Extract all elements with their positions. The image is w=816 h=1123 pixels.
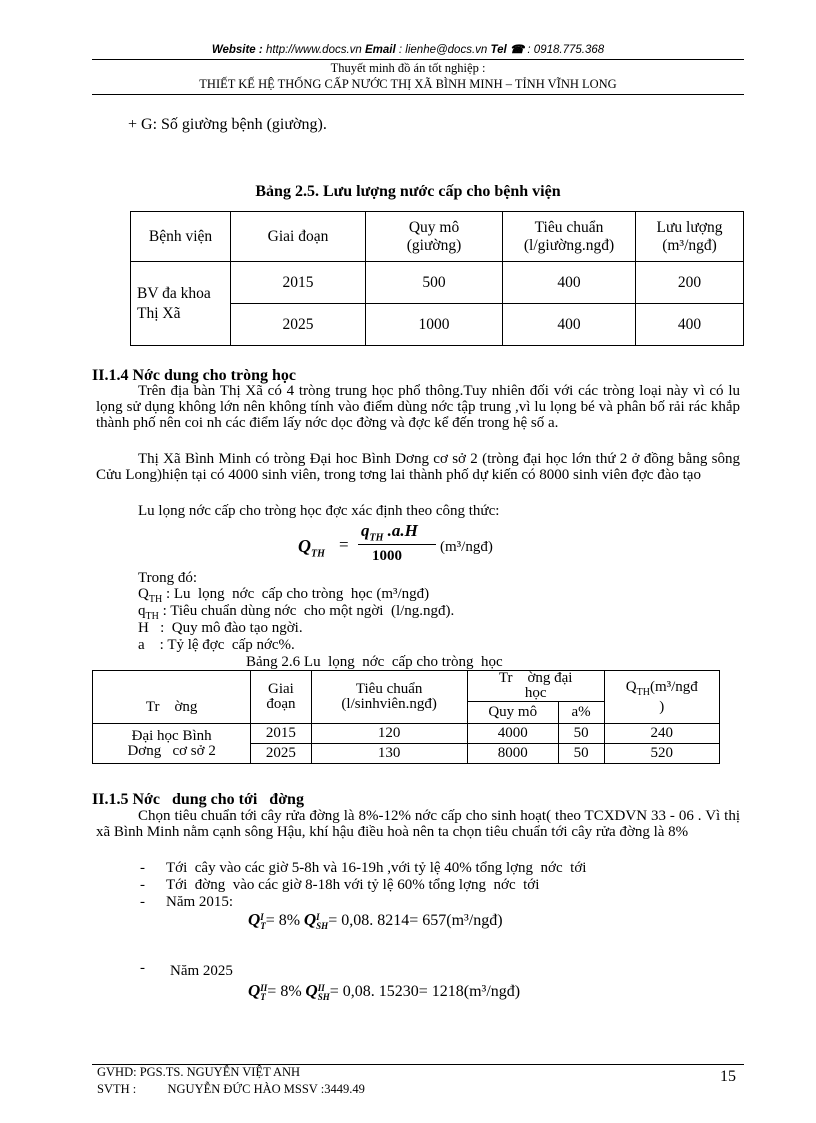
header-divider (92, 59, 744, 60)
t1-cell: 1000 (366, 304, 503, 346)
t2-cell: 240 (604, 724, 719, 744)
def-qth: $Q_{TH}$ : Lu lọng nớc cấp cho tròng học (m³/ngđ) (138, 586, 430, 605)
t2-cell: 4000 (467, 724, 558, 744)
t1-header-flow: Lưu lượng (m³/ngđ) (636, 212, 744, 262)
hospital-table (130, 211, 744, 346)
t1-cell: 400 (636, 304, 744, 346)
website-url[interactable]: http://www.docs.vn (265, 44, 362, 56)
t2-header-period: Giai đoạn (251, 671, 311, 724)
t1-cell: 400 (503, 304, 636, 346)
t1-cell: 500 (366, 262, 503, 304)
def-h: H : Quy mô đào tạo ngời. (138, 620, 303, 636)
t2-cell: 8000 (467, 744, 558, 764)
t1-header-standard: Tiêu chuẩn (l/giường.ngđ) (503, 212, 636, 262)
section-215-heading: II.1.5 Nớc dung cho tới đờng (92, 791, 304, 808)
section-214-p3: Lu lọng nớc cấp cho tròng học đợc xác định theo công thức: (138, 503, 500, 519)
formula-numerator: $q_{TH}$ .a.H (361, 521, 418, 544)
formula-unit: (m³/ngđ) (440, 539, 493, 555)
year-2025-label: Năm 2025 (170, 963, 233, 979)
bullet-dash: - (140, 960, 145, 976)
website-label: Website : (211, 44, 263, 56)
t2-cell: 2015 (251, 724, 311, 744)
def-qth-small: $q_{TH}$ : Tiêu chuẩn dùng nớc cho một ngời (l/ng.ngđ). (138, 603, 455, 622)
t2-cell: 520 (604, 744, 719, 764)
website-header (0, 42, 816, 56)
t2-cell: 130 (311, 744, 467, 764)
page-number: 15 (720, 1068, 736, 1085)
t1-cell: 400 (503, 262, 636, 304)
t1-header-period: Giai đoạn (231, 212, 366, 262)
t2-header-school: Tr ờng (93, 671, 251, 724)
section-215-p1: Chọn tiêu chuẩn tới cây rửa đờng là 8%-12% nớc cấp cho sinh hoạt( theo TCXDVN 33 - 06 . Vì thị xã Bình Minh nằm cạnh sông Hậu, khí hậu điều hoà nên ta chọn tiêu chuẩn tới cây rửa đờng là 8% (96, 808, 740, 840)
t1-header-hospital: Bệnh viện (131, 212, 231, 262)
t2-school-name: Đại học Bình Dơng cơ sở 2 (93, 724, 251, 764)
header-divider-bottom (92, 94, 744, 95)
school-table (92, 670, 720, 764)
section-214-p2: Thị Xã Bình Minh có tròng Đại hoc Bình Dơng cơ sở 2 (tròng đại học lớn thứ 2 ở đồng bằng sông Cửu Long)hiện tại có 4000 sinh viên, trong tơng lai thành phố dự kiến có 8000 sinh viên đợc đào tạo (96, 451, 740, 483)
bullet-dash: - (140, 894, 145, 910)
formula-denominator: 1000 (372, 548, 402, 564)
bullet-dash: - (140, 860, 145, 876)
t1-header-scale: Quy mô (giường) (366, 212, 503, 262)
t2-header-ratio: a% (558, 702, 604, 724)
bullet-item: Tới đờng vào các giờ 8-18h với tỷ lệ 60% tổng lợng nớc tới (166, 877, 540, 893)
table2-title: Bảng 2.6 Lu lọng nớc cấp cho tròng học (246, 654, 503, 670)
email-label: Email (365, 44, 396, 56)
formula-2025: Q II T = 8% Q II SH = 0,08. 15230= 1218(m³/ngđ) (248, 981, 521, 1002)
bullet-dash: - (140, 877, 145, 893)
t1-hospital-name: BV đa khoa Thị Xã (131, 262, 231, 346)
email-value[interactable]: : lienhe@docs.vn (398, 44, 488, 56)
bullet-item: Năm 2015: (166, 894, 234, 910)
t2-cell: 120 (311, 724, 467, 744)
t2-header-flow: $Q_{TH}(m^3$/ngđ ) (604, 671, 719, 724)
footer-advisor: GVHD: PGS.TS. NGUYỄN VIỆT ANH (97, 1065, 301, 1079)
formula-qth (298, 521, 558, 569)
where-label: Trong đó: (138, 570, 198, 586)
t1-cell: 2025 (231, 304, 366, 346)
t2-cell: 2025 (251, 744, 311, 764)
t1-cell: 2015 (231, 262, 366, 304)
intro-line: + G: Số giường bệnh (giường). (128, 116, 327, 133)
t2-header-scale: Quy mô (467, 702, 558, 724)
formula-lhs: $Q_{TH}$ (298, 536, 325, 560)
doc-title: THIẾT KẾ HỆ THỐNG CẤP NƯỚC THỊ XÃ BÌNH MINH – TỈNH VĨNH LONG (199, 77, 617, 91)
def-a: a : Tỷ lệ đợc cấp nớc%. (138, 637, 295, 653)
fraction-bar (358, 544, 436, 545)
t2-cell: 50 (558, 744, 604, 764)
footer-student: SVTH : NGUYỄN ĐỨC HÀO MSSV :3449.49 (97, 1082, 365, 1096)
t2-header-students: Tr ờng đại học (467, 671, 604, 702)
bullet-item: Tới cây vào các giờ 5-8h và 16-19h ,với tỷ lệ 40% tổng lợng nớc tới (166, 860, 587, 876)
tel-label: Tel ☎ (490, 44, 525, 56)
tel-value: : 0918.775.368 (527, 44, 605, 56)
t2-cell: 50 (558, 724, 604, 744)
section-214-heading: II.1.4 Nớc dung cho tròng học (92, 367, 296, 384)
table1-title: Bảng 2.5. Lưu lượng nước cấp cho bệnh viện (255, 183, 561, 200)
t2-header-standard: Tiêu chuẩn (l/sinhviên.ngđ) (311, 671, 467, 724)
section-214-p1: Trên địa bàn Thị Xã có 4 tròng trung học phổ thông.Tuy nhiên đối với các tròng loại này vì có lu lọng sử dụng không lớn nên không tính vào điểm dùng nớc tập trung ,vì lu lọng bé và phân bố rải rác khắp thành phố nên coi nh các điểm lấy nớc dọc đờng và đợc kể đến trong hệ số a. (96, 383, 740, 431)
t1-cell: 200 (636, 262, 744, 304)
formula-2015: Q I T = 8% Q I SH = 0,08. 8214= 657(m³/ngđ) (248, 910, 503, 931)
formula-eq: = (339, 535, 349, 554)
doc-type: Thuyết minh đồ án tốt nghiệp : (330, 61, 486, 75)
